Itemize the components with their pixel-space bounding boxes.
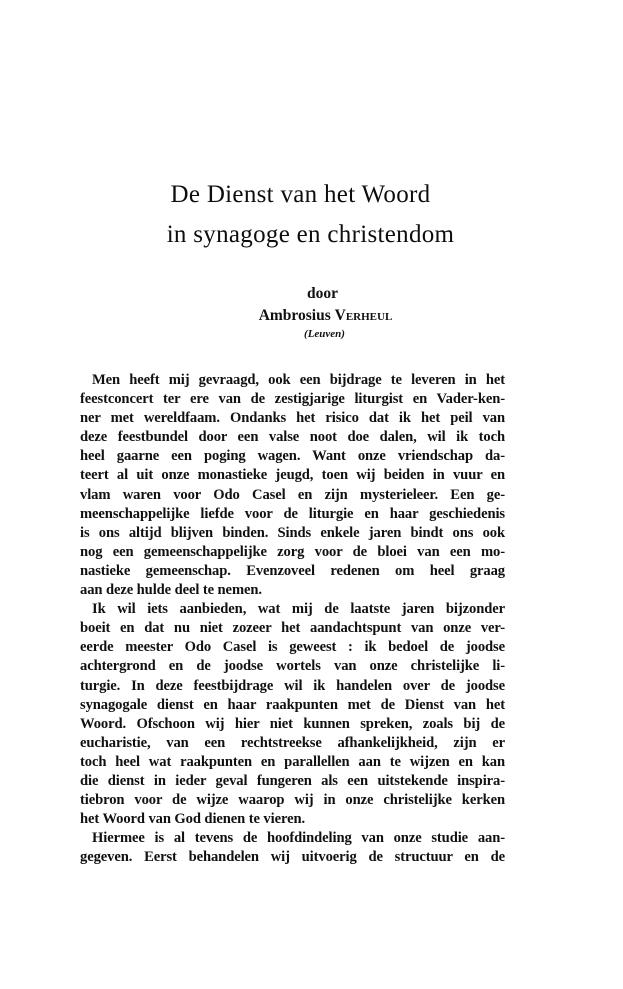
body-line: nog een gemeenschappelijke zorg voor de bloei van een mo-: [80, 543, 505, 560]
body-line: synagogale dienst en haar raakpunten met de Dienst van het: [80, 696, 505, 713]
body-line: aan deze hulde deel te nemen.: [80, 582, 262, 599]
author-last-name: Verheul: [334, 307, 393, 324]
body-line: is ons altijd blijven binden. Sinds enkele jaren bindt ons ook: [80, 524, 505, 541]
body-line: het Woord van God dienen te vieren.: [80, 811, 306, 828]
body-line: Woord. Ofschoon wij hier niet kunnen spreken, zoals bij de: [80, 715, 505, 732]
title-line-2: in synagoge en christendom: [166, 221, 455, 248]
body-line: achtergrond en de joodse wortels van onze christelijke li-: [80, 658, 505, 675]
body-line: eerde meester Odo Casel is geweest : ik bedoel de joodse: [80, 639, 505, 656]
body-line: boeit en dat nu niet zozeer het aandachtspunt van onze ver-: [80, 620, 505, 637]
title-line-1: De Dienst van het Woord: [170, 181, 431, 208]
body-line: Ik wil iets aanbieden, wat mij de laatste jaren bijzonder: [92, 601, 505, 618]
body-line: deze feestbundel door een valse noot doe dalen, wil ik toch: [80, 429, 505, 446]
body-line: gegeven. Eerst behandelen wij uitvoerig de structuur en de: [80, 849, 505, 866]
body-line: meenschappelijke liefde voor de liturgie en haar geschiedenis: [80, 505, 505, 522]
body-line: feestconcert ter ere van de zestigjarige liturgist en Vader-ken-: [80, 391, 505, 408]
body-line: Men heeft mij gevraagd, ook een bijdrage te leveren in het: [92, 372, 505, 388]
body-line: die dienst in ieder geval fungeren als een uitstekende inspira-: [80, 772, 505, 789]
body-line: turgie. In deze feestbijdrage wil ik handelen over de joodse: [80, 677, 505, 694]
body-text: [80, 371, 505, 867]
byline-door: door: [307, 285, 338, 302]
body-line: toch heel wat raakpunten en parallellen aan te wijzen en kan: [80, 753, 505, 770]
body-line: Hiermee is al tevens de hoofdindeling van onze studie aan-: [92, 830, 505, 847]
body-line: teert al uit onze monastieke jeugd, toen wij beiden in vuur en: [80, 467, 505, 484]
body-line: vlam waren voor Odo Casel en zijn mysterieleer. Een ge-: [80, 486, 505, 503]
body-line: heel gaarne een poging wagen. Want onze vriendschap da-: [80, 448, 505, 465]
byline: [0, 283, 623, 341]
article-title: [0, 175, 623, 255]
body-line: nastieke gemeenschap. Evenzoveel redenen om heel graag: [80, 562, 505, 579]
body-line: eucharistie, van een rechtstreekse afhankelijkheid, zijn er: [80, 734, 505, 751]
author-name: [28, 305, 623, 327]
author-first-name: Ambrosius: [258, 307, 331, 324]
author-affiliation: (Leuven): [304, 328, 345, 340]
body-line: ner met wereldfaam. Ondanks het risico dat ik het peil van: [80, 410, 505, 427]
body-line: tiebron voor de wijze waarop wij in onze christelijke kerken: [80, 792, 505, 809]
